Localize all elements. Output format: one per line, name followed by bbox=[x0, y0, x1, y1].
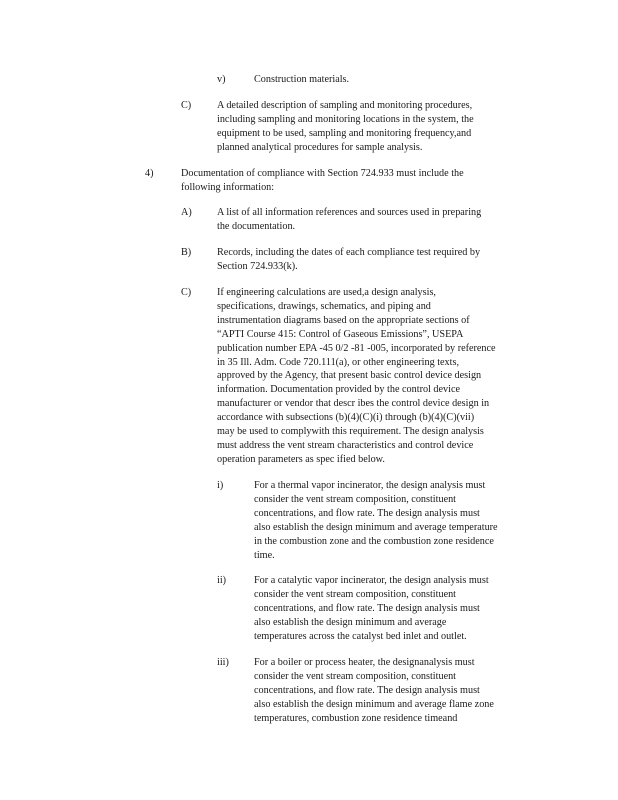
item-a-text: A list of all information references and sources used in preparing the documentation. bbox=[217, 207, 482, 232]
item-c1-label: C) bbox=[181, 100, 192, 111]
item-a-label: A) bbox=[181, 207, 192, 218]
item-iii-text: For a boiler or process heater, the designanalysis must consider the vent stream composition, constituent concentrations, and flow rate. The design analysis must also establish the design minimum and average flame zone temperatures, combustion zone residence timeand bbox=[254, 657, 494, 724]
item-4-label: 4) bbox=[145, 168, 154, 179]
item-c2-label: C) bbox=[181, 287, 192, 298]
item-b-label: B) bbox=[181, 247, 192, 258]
item-v-text: Construction materials. bbox=[254, 74, 350, 85]
item-i-text: For a thermal vapor incinerator, the design analysis must consider the vent stream composition, constituent concentrations, and flow rate. The design analysis must also establish the design minimum and average temperature in the combustion zone and the combustion zone residence time. bbox=[254, 480, 498, 561]
item-iii-label: iii) bbox=[217, 657, 229, 668]
item-ii-label: ii) bbox=[217, 575, 227, 586]
item-v-label: v) bbox=[217, 74, 226, 85]
item-c2-text: If engineering calculations are used,a design analysis, specifications, drawings, schematics, and piping and instrumentation diagrams based on the appropriate sections of “APTI Course 415: Control of Gaseous Emissions”, USEPA publication number EPA -45 0/2 -81 -005, incorporated by reference in 35 Ill. Adm. Code 720.111(a), or other engineering texts, approved by the Agency, that present basic control device design information. Documentation provided by the control device manufacturer or vendor that descr ibes the control device design in accordance with subsections (b)(4)(C)(i) through (b)(4)(C)(vii) may be used to complywith this requirement. The design analysis must address the vent stream characteristics and control device operation parameters as spec ified below. bbox=[217, 287, 496, 465]
item-i-label: i) bbox=[217, 480, 224, 491]
item-4-text: Documentation of compliance with Section 724.933 must include the following information: bbox=[181, 168, 464, 193]
item-c1-text: A detailed description of sampling and monitoring procedures, including sampling and monitoring locations in the system, the equipment to be used, sampling and monitoring frequency,and planned analytical procedures for sample analysis. bbox=[217, 100, 474, 153]
item-ii-text: For a catalytic vapor incinerator, the design analysis must consider the vent stream composition, constituent concentrations, and flow rate. The design analysis must also establish the design minimum and average temperatures across the catalyst bed inlet and outlet. bbox=[254, 575, 489, 642]
item-b-text: Records, including the dates of each compliance test required by Section 724.933(k). bbox=[217, 247, 481, 272]
